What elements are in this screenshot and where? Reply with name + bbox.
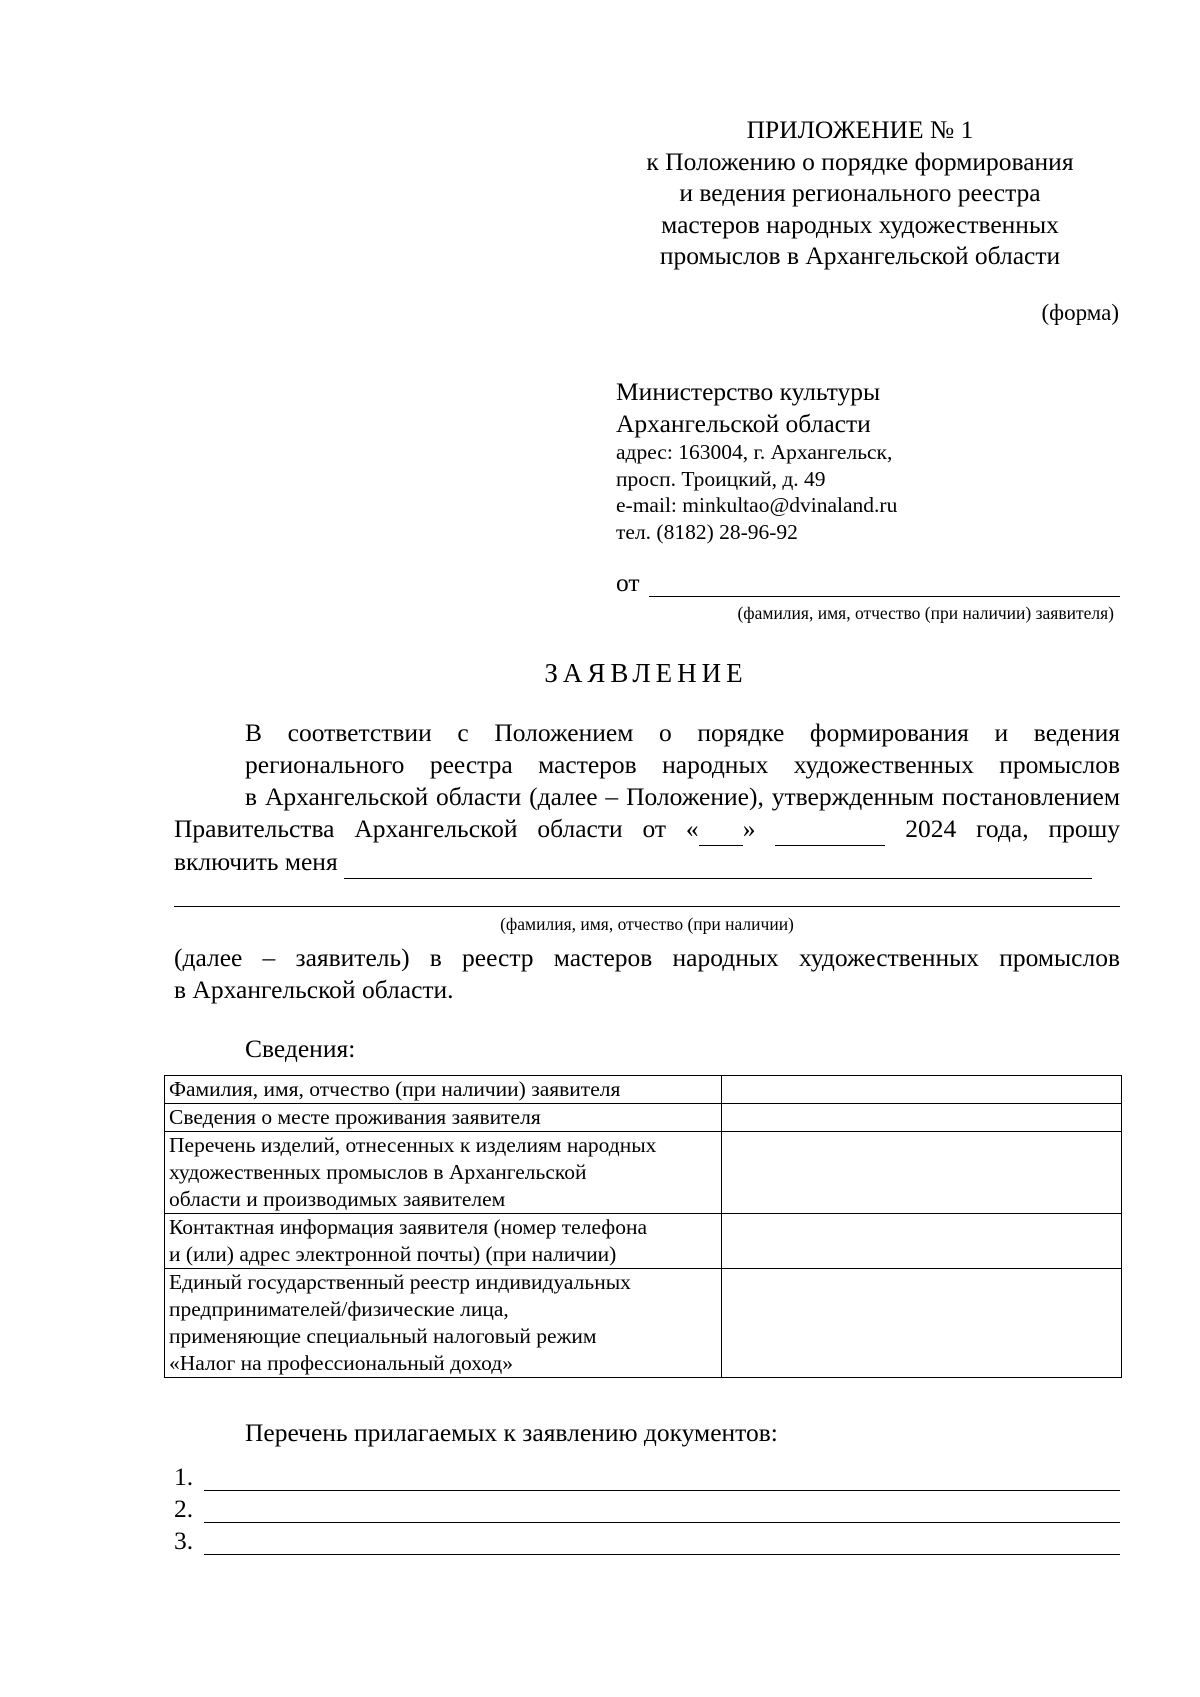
document-item[interactable] <box>174 1462 1120 1494</box>
appendix-header <box>600 114 1120 272</box>
paragraph-text: » <box>742 814 756 843</box>
from-caption: (фамилия, имя, отчество (при наличии) заявителя) <box>737 603 1114 623</box>
table-label-cell <box>165 1132 722 1214</box>
table-value-cell[interactable] <box>722 1076 1122 1104</box>
paragraph-line: в Архангельской области (далее – Положение), утвержденным постановлением <box>245 782 1120 811</box>
name-caption: (фамилия, имя, отчество (при наличии) <box>500 914 794 934</box>
table-label-line: и (или) адрес электронной почты) (при наличии) <box>169 1242 617 1266</box>
table-row <box>165 1104 1122 1132</box>
from-label: от <box>616 568 640 597</box>
day-blank[interactable] <box>699 813 743 846</box>
document-item-number: 2. <box>174 1494 194 1523</box>
paragraph-line: регионального реестра мастеров народных художественных промыслов <box>245 750 1120 779</box>
table-label-cell <box>165 1104 722 1132</box>
paragraph-text: Правительства Архангельской области от « <box>174 814 699 843</box>
form-note: (форма) <box>1041 300 1119 325</box>
table-value-cell[interactable] <box>722 1104 1122 1132</box>
info-table <box>164 1075 1122 1378</box>
paragraph-text: включить меня <box>174 847 338 876</box>
addressee-org-line1: Министерство культуры <box>616 377 881 406</box>
table-label-cell <box>165 1214 722 1269</box>
paragraph-line-include <box>174 846 1120 879</box>
table-label-line: Сведения о месте проживания заявителя <box>169 1105 541 1129</box>
table-label-line: предпринимателей/физические лица, <box>169 1297 509 1321</box>
document-item-number: 3. <box>174 1526 194 1555</box>
from-field[interactable] <box>616 568 1120 598</box>
document-item-number: 1. <box>174 1462 194 1491</box>
table-label-line: художественных промыслов в Архангельской <box>169 1160 587 1184</box>
paragraph-line-date <box>174 813 1120 846</box>
table-value-cell[interactable] <box>722 1269 1122 1378</box>
addressee-block <box>616 376 897 545</box>
appendix-title: ПРИЛОЖЕНИЕ № 1 <box>746 115 974 144</box>
applicant-name-blank[interactable] <box>344 846 1092 879</box>
document-item[interactable] <box>174 1494 1120 1526</box>
paragraph-line: в Архангельской области. <box>174 975 454 1004</box>
body-paragraph-2 <box>174 942 1120 1006</box>
addressee-email: e-mail: minkultao@dvinaland.ru <box>616 493 898 517</box>
table-row <box>165 1214 1122 1269</box>
document-item-blank-line[interactable] <box>204 1522 1120 1523</box>
table-label-cell <box>165 1269 722 1378</box>
table-label-line: области и производимых заявителем <box>169 1187 506 1211</box>
from-blank-line[interactable] <box>649 596 1120 597</box>
table-label-line: Единый государственный реестр индивидуальных <box>169 1270 631 1294</box>
appendix-line: мастеров народных художественных <box>661 209 1059 239</box>
table-label-line: Контактная информация заявителя (номер телефона <box>169 1215 647 1239</box>
body-paragraph-1 <box>174 717 1120 879</box>
addressee-phone: тел. (8182) 28-96-92 <box>616 519 798 544</box>
table-value-cell[interactable] <box>722 1214 1122 1269</box>
addressee-org-line2: Архангельской области <box>616 408 871 438</box>
table-label-cell <box>165 1076 722 1104</box>
document-item-blank-line[interactable] <box>204 1490 1120 1491</box>
paragraph-text: 2024 года, прошу <box>905 814 1121 843</box>
table-row <box>165 1132 1122 1214</box>
documents-label: Перечень прилагаемых к заявлению документов: <box>245 1418 778 1447</box>
table-label-line: Фамилия, имя, отчество (при наличии) заявителя <box>169 1077 621 1101</box>
appendix-line: промыслов в Архангельской области <box>659 241 1061 270</box>
document-item[interactable] <box>174 1526 1120 1558</box>
table-label-line: применяющие специальный налоговый режим <box>169 1324 597 1348</box>
document-item-blank-line[interactable] <box>204 1554 1120 1555</box>
table-value-cell[interactable] <box>722 1132 1122 1214</box>
appendix-line: и ведения регионального реестра <box>679 178 1041 207</box>
addressee-address-line2: просп. Троицкий, д. 49 <box>616 466 826 491</box>
appendix-line: к Положению о порядке формирования <box>646 146 1074 176</box>
document-title: ЗАЯВЛЕНИЕ <box>544 658 748 688</box>
addressee-address-line1: адрес: 163004, г. Архангельск, <box>616 440 893 464</box>
table-label-line: «Налог на профессиональный доход» <box>169 1351 513 1375</box>
applicant-name-blank-line-2[interactable] <box>174 906 1120 907</box>
table-row <box>165 1269 1122 1378</box>
paragraph-line: (далее – заявитель) в реестр мастеров народных художественных промыслов <box>174 943 1120 972</box>
paragraph-line: В соответствии с Положением о порядке формирования и ведения <box>245 718 1120 747</box>
info-section-label: Сведения: <box>245 1034 356 1063</box>
table-label-line: Перечень изделий, отнесенных к изделиям народных <box>169 1133 657 1157</box>
month-blank[interactable] <box>775 813 885 846</box>
table-row <box>165 1076 1122 1104</box>
